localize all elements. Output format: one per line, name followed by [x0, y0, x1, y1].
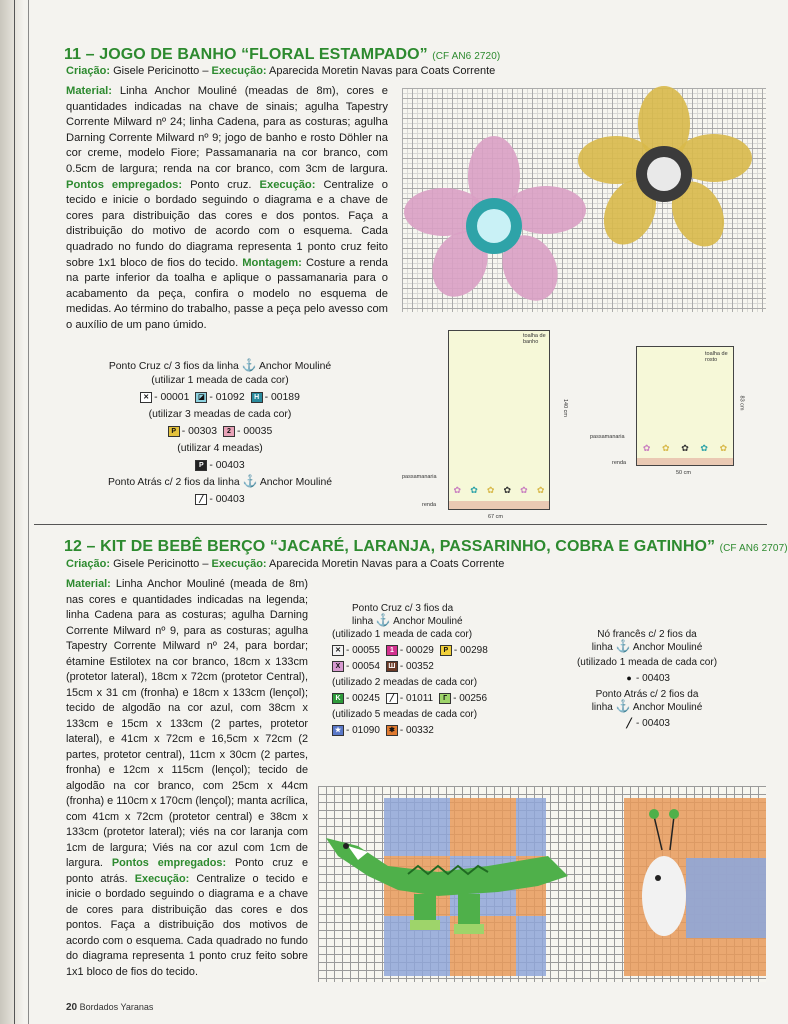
credit-value-execucao: Aparecida Moretin Navas para Coats Corrente [269, 65, 496, 77]
legend-row [332, 644, 542, 657]
legend-entry [386, 692, 433, 705]
credit-label-criacao: Criação: [66, 65, 111, 77]
flower-motifs [402, 88, 766, 312]
color-symbol-icon: ★ [332, 725, 344, 736]
schema-label-renda: renda [422, 502, 437, 508]
pink-flower-icon [404, 136, 586, 310]
label-montagem: Montagem: [242, 256, 302, 269]
color-code: - 01090 [346, 725, 380, 736]
page-footer [66, 1002, 153, 1013]
color-code: - 00352 [399, 661, 434, 672]
schema-label-towel: toalha de banho [523, 333, 546, 345]
color-symbol-icon: 1 [386, 645, 398, 656]
legend-french-text: Nó francês c/ 2 fios da [597, 629, 697, 640]
label-pontos: Pontos empregados: [111, 857, 227, 869]
legend-back-brand: Anchor Mouliné [632, 702, 703, 713]
flower-icon: ✿ [681, 442, 689, 453]
legend-entry [386, 724, 434, 737]
color-code: - 00298 [453, 645, 488, 656]
legend-french-header [552, 628, 742, 654]
legend-row [70, 459, 370, 473]
credit-label-execucao: Execução: [211, 65, 267, 77]
label-material: Material: [66, 578, 111, 590]
legend-back-header [552, 688, 742, 714]
anchor-icon: ⚓ [241, 358, 257, 372]
label-execucao: Execução: [259, 178, 316, 191]
color-symbol-icon: H [251, 392, 263, 403]
credit-value-criacao: Gisele Pericinotto – [113, 65, 209, 77]
legend-entry [223, 425, 272, 439]
color-symbol-icon: ✕ [140, 392, 152, 403]
section-divider [34, 524, 767, 525]
text-montagem: Costure a renda na parte inferior da toalha e aplique o passamanaria para o acabamento da peça, confira o modelo no esquema de medidas. Ao término do trabalho, passe a peça pelo avesso com o auxílio de um pano úmido. [66, 256, 388, 331]
color-code: - 00332 [399, 725, 434, 736]
legend-entry [624, 672, 670, 685]
flower-icon: ✿ [486, 484, 495, 495]
schema-label-renda-2: renda [612, 460, 627, 466]
section11-instructions [66, 84, 388, 334]
legend-back-header [70, 476, 370, 490]
legend-entry [332, 644, 380, 657]
schema-lace-strip [637, 458, 733, 465]
legend-entry [140, 391, 189, 405]
flower-icon: ✿ [700, 442, 708, 453]
legend-row [332, 724, 542, 737]
floral-cross-stitch-chart [402, 88, 766, 312]
label-material: Material: [66, 85, 113, 97]
flower-icon: ✿ [503, 484, 512, 495]
legend-header-text-2: linha [352, 616, 374, 627]
flower-icon: ✿ [719, 442, 728, 453]
bath-towel-schema [448, 330, 550, 510]
binding-line [14, 0, 15, 1024]
credit-value-criacao: Gisele Pericinotto – [113, 558, 209, 570]
legend-entry [332, 660, 380, 673]
text-execucao: Centralize o tecido e inicie o bordado seguindo o diagrama e a chave de cores para distribuição das cores e dos pontos. Faça a distribuição do motivo de acordo com o esquema. Cada quadrado no fundo do diagrama representa 1 ponto cruz feito sobre 1x1 bloco de fios do tecido. [66, 178, 389, 269]
legend-french-text-2: linha [591, 642, 613, 653]
flower-icon: ✿ [662, 442, 670, 453]
section12-legend-right [552, 628, 742, 733]
legend-back-text: Ponto Atrás c/ 2 fios da linha [107, 477, 240, 488]
legend-header-text: Ponto Cruz c/ 3 fios da linha [108, 361, 239, 372]
color-symbol-icon: Г [439, 693, 451, 704]
legend-entry [439, 692, 487, 705]
color-symbol-icon: ✱ [386, 725, 398, 736]
color-symbol-icon: ╱ [195, 494, 207, 505]
legend-entry [195, 459, 244, 473]
legend-entry [168, 425, 217, 439]
color-symbol-icon: P [440, 645, 452, 656]
credit-value-execucao: Aparecida Moretin Navas para a Coats Corrente [269, 558, 505, 570]
color-symbol-icon: 2 [223, 426, 235, 437]
legend-row [70, 493, 370, 507]
color-symbol-icon: X [332, 661, 344, 672]
legend-back-brand: Anchor Mouliné [259, 477, 333, 488]
legend-entry [386, 660, 434, 673]
color-code: - 00245 [346, 693, 380, 704]
schema-flower-row [637, 441, 733, 455]
color-code: - 00055 [346, 645, 380, 656]
legend-row [552, 717, 742, 730]
schema-label-passamanaria: passamanaria [402, 474, 437, 480]
legend-note: (utilizar 4 meadas) [177, 443, 263, 454]
color-symbol-icon: K [332, 693, 344, 704]
flower-icon: ✿ [642, 442, 651, 453]
section11-legend [70, 360, 370, 510]
binding-line-inner [28, 0, 29, 1024]
color-code: - 00303 [181, 426, 217, 437]
color-symbol-icon: ● [626, 672, 632, 683]
section11-title [64, 46, 500, 64]
schema-dim-width: 67 cm [488, 514, 503, 520]
schema-flower-row [449, 483, 549, 497]
legend-brand: Anchor Mouliné [258, 361, 332, 372]
color-code: - 00001 [154, 392, 190, 403]
face-towel-schema [636, 346, 734, 466]
legend-back-text-2: linha [591, 702, 613, 713]
section12-instructions [66, 577, 308, 980]
legend-row [70, 391, 370, 405]
magazine-name: Bordados Yaranas [79, 1002, 154, 1012]
color-code: - 00035 [237, 426, 273, 437]
section12-legend [332, 602, 542, 740]
anchor-icon: ⚓ [242, 474, 258, 488]
legend-entry [251, 391, 300, 405]
legend-header [332, 602, 542, 628]
color-symbol-icon: ◪ [195, 392, 207, 403]
credit-label-execucao: Execução: [211, 558, 267, 570]
color-symbol-icon: P [195, 460, 207, 471]
label-execucao: Execução: [134, 872, 190, 885]
section12-title [64, 538, 788, 556]
legend-brand: Anchor Mouliné [393, 616, 463, 627]
flower-icon: ✿ [520, 484, 528, 495]
color-code: - 00403 [636, 718, 670, 729]
legend-entry [332, 692, 380, 705]
color-symbol-icon: P [168, 426, 180, 437]
color-symbol-icon: ╱ [386, 693, 398, 704]
legend-row [332, 660, 542, 673]
legend-entry [440, 644, 488, 657]
baby-kit-cross-stitch-chart [318, 786, 766, 982]
legend-note: (utilizado 5 meadas de cada cor) [332, 709, 478, 720]
section12-code: (CF AN6 2707) [719, 543, 788, 554]
text-material: Linha Anchor Mouliné (meada de 8m) nas cores e quantidades indicadas na legenda; linha Cadena para as costuras; agulha Darning Corrente Milward nº 9, para as costuras; agulha Tapestry Corrente Milward nº 24, para bordar; étamine Estilotex na cor branco, 18cm x 133cm (protetor lateral), 18cm x 72cm (protetor Central), 15cm x 31 cm (fronha) e 18cm x 133cm (lençol); tecido de algodão na cor azul, com 38cm x 133cm e 15cm x 133cm (2 partes, protetor lateral), e 41cm x 72cm e 16,5cm x 72cm (2 partes, protetor central), 11cm x 30cm (2 partes, fronha) e 12cm x 115cm (lençol); tecido de algodão na cor branco, com 25cm x 44cm (fronha) e 110cm x 170cm (lençol); manta acrílica, com 41cm x 72cm (protetor central) e 38cm x 133cm (protetor lateral); viés na cor laranja com 1cm de largura; Viés na cor azul com 1cm de largura. [66, 578, 308, 869]
text-material: Linha Anchor Mouliné (meadas de 8m), cores e quantidades indicadas na chave de sinais; agulha Tapestry Corrente Milward nº 24; linha Cadena, para as costuras; agulha Darning Corrente Milward nº 9; jogo de banho e rosto Döhler na cor creme, modelo Fiore; Passamanaria na cor branco, com 0.5cm de largura; renda na cor branco, com 3cm de largura. [66, 85, 389, 175]
legend-entry [624, 717, 670, 730]
anchor-icon: ⚓ [375, 613, 391, 627]
page-binding [0, 0, 24, 1024]
label-pontos: Pontos empregados: [66, 178, 183, 191]
color-code: - 00403 [209, 460, 245, 471]
color-code: - 01011 [399, 693, 434, 704]
flower-icon: ✿ [453, 484, 462, 495]
legend-header-text: Ponto Cruz c/ 3 fios da [352, 603, 454, 614]
text-execucao: Centralize o tecido e inicie o bordado seguindo o diagrama e a chave de cores para distribuição das cores e dos pontos. Faça a distribuição dos motivos de acordo com o esquema. Cada quadrado no fundo do diagrama representa 1 ponto cruz feito sobre 1x1 bloco de fios do tecido. [66, 872, 308, 978]
color-code: - 01092 [209, 392, 245, 403]
legend-note: (utilizado 1 meada de cada cor) [332, 629, 473, 640]
legend-row [552, 672, 742, 685]
legend-note: (utilizado 1 meada de cada cor) [576, 657, 718, 668]
color-code: - 00189 [264, 392, 300, 403]
color-code: - 00403 [209, 494, 245, 505]
color-code: - 00029 [399, 645, 434, 656]
text-pontos: Ponto cruz e ponto atrás. [66, 857, 308, 885]
color-code: - 00256 [453, 693, 488, 704]
color-symbol-icon: Ш [386, 661, 398, 672]
legend-note: (utilizar 3 meadas de cada cor) [148, 409, 292, 420]
flower-icon: ✿ [470, 484, 478, 495]
baby-motifs [318, 786, 766, 982]
schema-label-passamanaria-2: passamanaria [590, 434, 625, 440]
legend-french-brand: Anchor Mouliné [632, 642, 703, 653]
schema-dim-height: 140 cm [562, 398, 569, 418]
page-number: 20 [66, 1002, 78, 1013]
anchor-icon: ⚓ [615, 639, 631, 653]
section11-title-text: 11 – JOGO DE BANHO “FLORAL ESTAMPADO” [64, 46, 428, 63]
legend-row [332, 692, 542, 705]
color-symbol-icon: ✕ [332, 645, 344, 656]
legend-entry [195, 391, 244, 405]
section11-credits [66, 65, 495, 77]
legend-note: (utilizado 2 meadas de cada cor) [332, 677, 478, 688]
section12-title-text: 12 – KIT DE BEBÊ BERÇO “JACARÉ, LARANJA, PASSARINHO, COBRA E GATINHO” [64, 538, 716, 555]
schema-dim-width-2: 50 cm [676, 470, 691, 476]
credit-label-criacao: Criação: [66, 558, 111, 570]
legend-header [70, 360, 370, 374]
color-code: - 00054 [346, 661, 380, 672]
anchor-icon: ⚓ [615, 699, 631, 713]
legend-entry [386, 644, 434, 657]
legend-entry [332, 724, 380, 737]
color-code: - 00403 [636, 673, 670, 684]
legend-note: (utilizar 1 meada de cada cor) [151, 375, 289, 386]
schema-lace-strip [449, 501, 549, 509]
legend-entry [195, 493, 244, 507]
schema-dim-height-2: 83 cm [738, 395, 745, 411]
section12-credits [66, 558, 504, 570]
yellow-flower-icon [578, 86, 752, 255]
text-pontos: Ponto cruz. [190, 178, 252, 191]
color-symbol-icon: ╱ [626, 717, 632, 728]
schema-label-face: toalha de rosto [705, 351, 728, 363]
flower-icon: ✿ [536, 484, 545, 495]
legend-row [70, 425, 370, 439]
section11-code: (CF AN6 2720) [432, 51, 501, 62]
legend-back-text: Ponto Atrás c/ 2 fios da [595, 689, 699, 700]
